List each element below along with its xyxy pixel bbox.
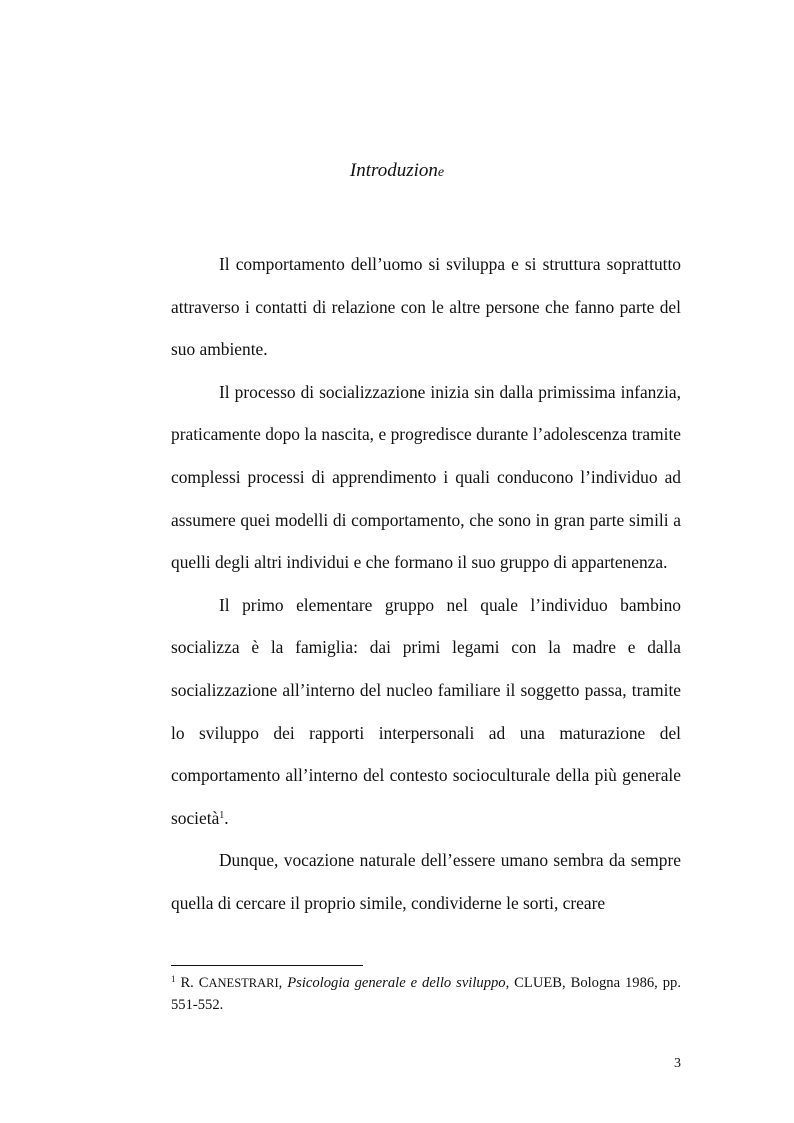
footnote: [171, 973, 681, 1016]
page-number: 3: [674, 1056, 681, 1071]
footnote-separator: [171, 965, 363, 966]
footnote-work-title: Psicologia generale e dello sviluppo: [287, 975, 506, 991]
chapter-title-main: Introduzion: [349, 160, 438, 181]
paragraph-3: [171, 584, 681, 840]
paragraph-3-text: Il primo elementare gruppo nel quale l’individuo bambino socializza è la famiglia: dai primi legami con la madre e dalla socializzazione all’interno del nucleo familiare il soggetto passa, tramite lo sviluppo dei rapporti interpersonali ad una maturazione del comportamento all’interno del contesto socioculturale della più generale società: [171, 594, 681, 828]
body-text: [171, 243, 681, 925]
paragraph-4: Dunque, vocazione naturale dell’essere umano sembra da sempre quella di cercare il proprio simile, condividerne le sorti, creare: [171, 850, 681, 913]
paragraph-2: Il processo di socializzazione inizia sin dalla primissima infanzia, praticamente dopo la nascita, e progredisce durante l’adolescenza tramite complessi processi di apprendimento i quali conducono l’individuo ad assumere quei modelli di comportamento, che sono in gran parte simili a quelli degli altri individui e che formano il suo gruppo di appartenenza.: [171, 381, 681, 573]
footnote-author-rest: ANESTRARI: [208, 976, 279, 990]
footnote-author-initial: R. C: [180, 975, 209, 991]
paragraph-1: Il comportamento dell’uomo si sviluppa e si struttura soprattutto attraverso i contatti di relazione con le altre persone che fanno parte del suo ambiente.: [171, 254, 681, 360]
footnote-separator-text: ,: [278, 975, 288, 991]
chapter-title: [0, 160, 794, 182]
chapter-title-tail: e: [437, 165, 445, 180]
footnote-reference: 1: [219, 809, 225, 821]
paragraph-3-end: .: [224, 807, 229, 828]
footnote-details: , CLUEB, Bologna 1986, pp. 551-552.: [171, 975, 682, 1013]
footnote-marker: 1: [171, 974, 176, 984]
